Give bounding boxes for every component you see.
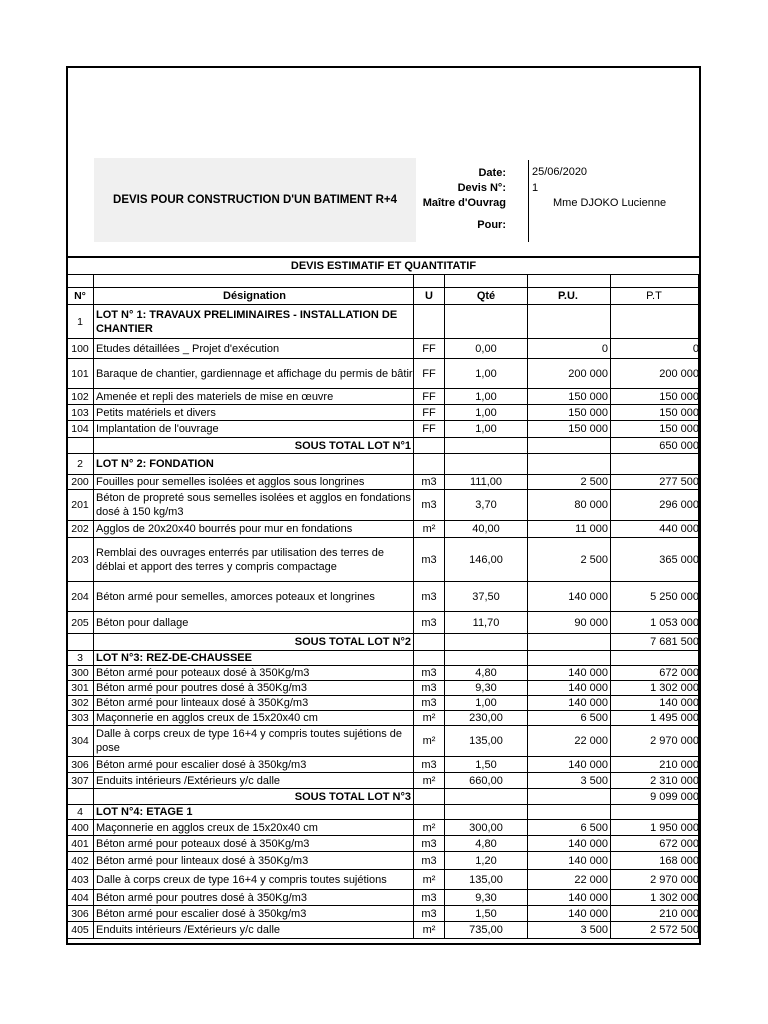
item-quantity: 11,70 [445, 612, 528, 633]
item-quantity: 300,00 [445, 820, 528, 835]
item-designation: Amenée et repli des materiels de mise en œuvre [94, 389, 414, 404]
item-number: 100 [66, 339, 94, 358]
table-row [66, 711, 701, 726]
item-number: 400 [66, 820, 94, 835]
item-unit: m3 [414, 836, 445, 851]
item-designation: Béton armé pour linteaux dosé à 350Kg/m3 [94, 852, 414, 869]
item-designation: Enduits intérieurs /Extérieurs y/c dalle [94, 773, 414, 788]
item-unit: FF [414, 359, 445, 388]
item-unit [414, 805, 445, 819]
item-designation: Dalle à corps creux de type 16+4 y compris toutes sujétions [94, 870, 414, 889]
item-number: 203 [66, 538, 94, 581]
item-total-value: 150 000 [659, 423, 699, 435]
subtotal-row [66, 438, 701, 454]
table-row [66, 890, 701, 906]
table-row [66, 757, 701, 773]
item-unit: m² [414, 773, 445, 788]
item-number: 202 [66, 521, 94, 537]
item-quantity: 4,80 [445, 836, 528, 851]
item-total-value: 672 000 [659, 667, 699, 679]
item-total-value: 1 053 000 [650, 616, 699, 629]
item-designation: Béton armé pour poteaux dosé à 350Kg/m3 [94, 666, 414, 680]
item-unit-price [528, 805, 611, 819]
col-header-no: N° [66, 288, 94, 304]
item-unit-price: 90 000 [528, 612, 611, 633]
item-designation: Béton armé pour semelles, amorces poteaux et longrines [94, 582, 414, 611]
item-unit-price: 3 500 [528, 773, 611, 788]
item-designation: SOUS TOTAL LOT N°3 [94, 789, 414, 804]
item-designation: Remblai des ouvrages enterrés par utilisation des terres de déblai et apport des terres y compris compactage [94, 538, 414, 581]
table-row [66, 852, 701, 870]
item-total-value: 1 302 000 [650, 682, 699, 694]
item-number: 300 [66, 666, 94, 680]
item-designation: SOUS TOTAL LOT N°2 [94, 634, 414, 650]
item-unit: m² [414, 726, 445, 756]
item-unit-price: 6 500 [528, 820, 611, 835]
item-unit: m3 [414, 696, 445, 710]
item-designation: Béton de propreté sous semelles isolées et agglos en fondations dosé à 150 kg/m3 [94, 490, 414, 520]
item-quantity: 9,30 [445, 681, 528, 695]
item-unit: m3 [414, 490, 445, 520]
table-row [66, 421, 701, 438]
item-quantity: 135,00 [445, 870, 528, 889]
item-designation: Implantation de l'ouvrage [94, 421, 414, 437]
item-unit [414, 275, 445, 287]
item-number: 2 [66, 454, 94, 474]
item-unit: m3 [414, 681, 445, 695]
item-total-value: 440 000 [659, 523, 699, 535]
item-quantity [445, 789, 528, 804]
item-quantity: 1,50 [445, 757, 528, 772]
item-quantity: 37,50 [445, 582, 528, 611]
item-designation: LOT N°4: ETAGE 1 [94, 805, 414, 819]
item-unit-price: 140 000 [528, 836, 611, 851]
item-quantity [445, 651, 528, 665]
item-unit-price: 200 000 [528, 359, 611, 388]
item-unit [414, 305, 445, 338]
item-quantity: 230,00 [445, 711, 528, 725]
subtotal-value: 650 000 [659, 439, 699, 452]
item-designation: Béton armé pour poutres dosé à 350Kg/m3 [94, 890, 414, 905]
table-row [66, 490, 701, 521]
table-row [66, 820, 701, 836]
item-number: 205 [66, 612, 94, 633]
item-designation: Dalle à corps creux de type 16+4 y compris toutes sujétions de pose [94, 726, 414, 756]
section-title: DEVIS ESTIMATIF ET QUANTITATIF [66, 258, 701, 275]
lot-row [66, 651, 701, 666]
item-number: 103 [66, 405, 94, 420]
item-total-value: 150 000 [659, 406, 699, 419]
item-unit: m3 [414, 582, 445, 611]
item-unit [414, 438, 445, 453]
item-total-price [610, 339, 699, 358]
item-total-value: 5 250 000 [650, 590, 699, 603]
item-total-price [610, 651, 699, 665]
item-unit-price [528, 305, 611, 338]
subtotal-row [66, 634, 701, 651]
col-header-designation: Désignation [94, 288, 414, 304]
item-unit-price [528, 789, 611, 804]
item-designation: Fouilles pour semelles isolées et agglos sous longrines [94, 475, 414, 489]
item-total-value: 210 000 [659, 907, 699, 920]
col-header-qty: Qté [445, 288, 528, 304]
table-row [66, 773, 701, 789]
item-total-price [610, 454, 699, 474]
subtotal-row [66, 789, 701, 805]
item-unit [414, 634, 445, 650]
item-unit-price: 140 000 [528, 757, 611, 772]
column-header-row [66, 288, 701, 305]
table-row [66, 666, 701, 681]
item-unit: m3 [414, 666, 445, 680]
item-unit-price: 3 500 [528, 922, 611, 938]
item-designation: Etudes détaillées _ Projet d'exécution [94, 339, 414, 358]
subtotal-value: 7 681 500 [650, 636, 699, 648]
item-total-value: 210 000 [659, 758, 699, 771]
item-unit-price: 0 [528, 339, 611, 358]
item-unit-price: 22 000 [528, 870, 611, 889]
table-row [66, 389, 701, 405]
item-quantity: 0,00 [445, 339, 528, 358]
col-header-unit: U [414, 288, 445, 304]
item-unit-price: 140 000 [528, 582, 611, 611]
table-row [66, 612, 701, 634]
item-number: 302 [66, 696, 94, 710]
item-total-value: 0 [692, 342, 699, 355]
item-designation: Béton pour dallage [94, 612, 414, 633]
item-number: 204 [66, 582, 94, 611]
item-quantity: 146,00 [445, 538, 528, 581]
item-designation: LOT N°3: REZ-DE-CHAUSSEE [94, 651, 414, 665]
col-header-total-price: P.T [610, 288, 699, 304]
item-number [66, 438, 94, 453]
item-unit-price: 150 000 [528, 405, 611, 420]
item-total-value: 1 950 000 [650, 821, 699, 834]
item-quantity [445, 805, 528, 819]
item-unit-price [528, 454, 611, 474]
item-quantity: 9,30 [445, 890, 528, 905]
item-quantity: 1,00 [445, 389, 528, 404]
item-designation: Béton armé pour poteaux dosé à 350Kg/m3 [94, 836, 414, 851]
item-number: 401 [66, 836, 94, 851]
item-total-price [610, 805, 699, 819]
item-designation: Maçonnerie en agglos creux de 15x20x40 cm [94, 820, 414, 835]
item-unit-price: 140 000 [528, 681, 611, 695]
item-quantity: 660,00 [445, 773, 528, 788]
item-unit: FF [414, 389, 445, 404]
item-total-value: 140 000 [659, 697, 699, 709]
item-unit-price: 80 000 [528, 490, 611, 520]
item-unit: m3 [414, 757, 445, 772]
item-quantity: 40,00 [445, 521, 528, 537]
item-number: 1 [66, 305, 94, 338]
item-total-value: 2 310 000 [650, 774, 699, 787]
item-unit-price: 11 000 [528, 521, 611, 537]
item-unit-price [528, 438, 611, 453]
table-row [66, 538, 701, 582]
col-header-unit-price: P.U. [528, 288, 611, 304]
item-unit-price: 2 500 [528, 538, 611, 581]
item-quantity: 1,20 [445, 852, 528, 869]
item-number: 101 [66, 359, 94, 388]
item-unit-price: 6 500 [528, 711, 611, 725]
item-unit: FF [414, 339, 445, 358]
table-row [66, 906, 701, 922]
lot-row [66, 454, 701, 475]
item-unit: m² [414, 711, 445, 725]
item-designation: Béton armé pour escalier dosé à 350kg/m3 [94, 757, 414, 772]
item-unit: m3 [414, 890, 445, 905]
maitre-ouvrage-value: Mme DJOKO Lucienne [553, 197, 667, 209]
item-unit: m² [414, 521, 445, 537]
item-quantity [445, 275, 528, 287]
item-number: 307 [66, 773, 94, 788]
item-total-value: 672 000 [659, 837, 699, 850]
item-total-value: 150 000 [659, 390, 699, 403]
item-unit-price [528, 275, 611, 287]
item-unit: m² [414, 820, 445, 835]
item-designation: LOT N° 1: TRAVAUX PRELIMINAIRES - INSTALLATION DE CHANTIER [94, 305, 414, 338]
item-unit: FF [414, 421, 445, 437]
item-quantity [445, 438, 528, 453]
item-unit-price: 22 000 [528, 726, 611, 756]
item-designation: SOUS TOTAL LOT N°1 [94, 438, 414, 453]
table-row [66, 339, 701, 359]
item-number: 404 [66, 890, 94, 905]
table-row [66, 359, 701, 389]
item-number: 200 [66, 475, 94, 489]
item-unit-price: 140 000 [528, 852, 611, 869]
item-unit [414, 454, 445, 474]
item-number: 405 [66, 922, 94, 938]
document-title: DEVIS POUR CONSTRUCTION D'UN BATIMENT R+4 [113, 194, 397, 206]
item-total-price [610, 275, 699, 287]
table-row [66, 726, 701, 757]
item-total-price [610, 305, 699, 338]
table-row [66, 521, 701, 538]
item-total-value: 1 302 000 [650, 891, 699, 904]
devis-number-label: Devis N°: [457, 182, 506, 194]
item-quantity: 1,00 [445, 421, 528, 437]
item-number: 4 [66, 805, 94, 819]
pour-label: Pour: [477, 219, 506, 231]
item-designation [94, 275, 414, 287]
item-total-value: 1 495 000 [650, 712, 699, 724]
item-number [66, 275, 94, 287]
item-unit: m3 [414, 612, 445, 633]
item-quantity [445, 305, 528, 338]
table-row [66, 582, 701, 612]
item-total-value: 168 000 [659, 854, 699, 867]
item-unit-price: 140 000 [528, 906, 611, 921]
item-unit: m3 [414, 906, 445, 921]
item-designation: LOT N° 2: FONDATION [94, 454, 414, 474]
subtotal-value: 9 099 000 [650, 790, 699, 803]
item-quantity: 1,00 [445, 696, 528, 710]
item-quantity [445, 634, 528, 650]
lot-row [66, 305, 701, 339]
item-unit: m² [414, 870, 445, 889]
item-unit [414, 651, 445, 665]
item-designation: Béton armé pour poutres dosé à 350Kg/m3 [94, 681, 414, 695]
item-total-value: 296 000 [659, 499, 699, 511]
table-row [66, 922, 701, 939]
item-unit-price [528, 634, 611, 650]
item-unit-price: 150 000 [528, 389, 611, 404]
item-total-value: 2 970 000 [650, 873, 699, 886]
item-quantity: 1,00 [445, 405, 528, 420]
item-unit [414, 789, 445, 804]
item-total-value: 365 000 [659, 553, 699, 566]
item-quantity: 4,80 [445, 666, 528, 680]
item-total-value: 200 000 [659, 367, 699, 380]
item-unit: m² [414, 922, 445, 938]
item-unit-price: 2 500 [528, 475, 611, 489]
table-row [66, 405, 701, 421]
item-quantity: 1,50 [445, 906, 528, 921]
item-quantity: 735,00 [445, 922, 528, 938]
devis-number-value: 1 [532, 182, 539, 194]
item-number [66, 634, 94, 650]
item-number: 104 [66, 421, 94, 437]
table-row [66, 475, 701, 490]
item-number: 306 [66, 757, 94, 772]
table-row [66, 696, 701, 711]
item-number: 303 [66, 711, 94, 725]
meta-divider [528, 160, 529, 242]
item-number: 3 [66, 651, 94, 665]
item-number: 306 [66, 906, 94, 921]
item-number: 403 [66, 870, 94, 889]
item-quantity: 135,00 [445, 726, 528, 756]
table-row [66, 681, 701, 696]
item-quantity: 111,00 [445, 475, 528, 489]
item-total-value: 277 500 [659, 476, 699, 488]
item-number: 402 [66, 852, 94, 869]
item-quantity: 3,70 [445, 490, 528, 520]
date-label: Date: [478, 167, 506, 179]
table-row [66, 870, 701, 890]
item-designation: Baraque de chantier, gardiennage et affichage du permis de bâtir [94, 359, 414, 388]
table-row [66, 275, 701, 288]
table-row [66, 836, 701, 852]
item-total-value: 2 970 000 [650, 735, 699, 747]
item-unit-price: 150 000 [528, 421, 611, 437]
item-total-value: 2 572 500 [650, 924, 699, 936]
item-designation: Béton armé pour escalier dosé à 350kg/m3 [94, 906, 414, 921]
item-designation: Béton armé pour linteaux dosé à 350Kg/m3 [94, 696, 414, 710]
item-number: 301 [66, 681, 94, 695]
item-unit-price [528, 651, 611, 665]
item-quantity: 1,00 [445, 359, 528, 388]
item-unit: m3 [414, 538, 445, 581]
item-number: 102 [66, 389, 94, 404]
item-designation: Enduits intérieurs /Extérieurs y/c dalle [94, 922, 414, 938]
item-number: 201 [66, 490, 94, 520]
item-number: 304 [66, 726, 94, 756]
item-designation: Petits matériels et divers [94, 405, 414, 420]
item-designation: Maçonnerie en agglos creux de 15x20x40 cm [94, 711, 414, 725]
item-designation: Agglos de 20x20x40 bourrés pour mur en fondations [94, 521, 414, 537]
item-unit-price: 140 000 [528, 666, 611, 680]
item-unit-price: 140 000 [528, 696, 611, 710]
item-unit: FF [414, 405, 445, 420]
lot-row [66, 805, 701, 820]
date-value: 25/06/2020 [532, 166, 588, 178]
item-unit-price: 140 000 [528, 890, 611, 905]
maitre-ouvrage-label: Maître d'Ouvrag [422, 197, 506, 209]
item-unit: m3 [414, 475, 445, 489]
item-quantity [445, 454, 528, 474]
item-number [66, 789, 94, 804]
item-unit: m3 [414, 852, 445, 869]
